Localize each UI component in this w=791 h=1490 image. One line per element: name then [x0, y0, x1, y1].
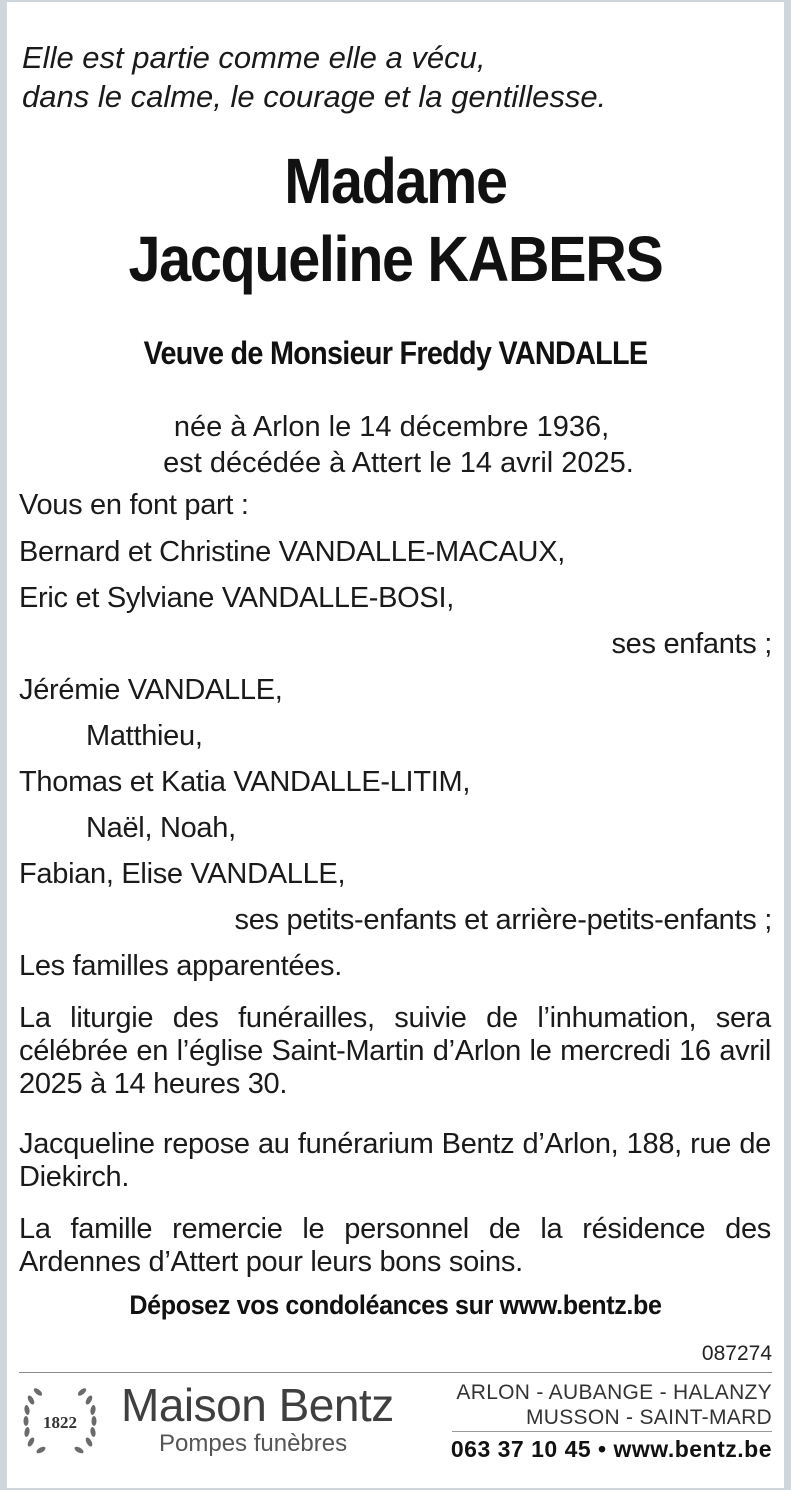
family-intro: Vous en font part : [19, 489, 249, 521]
grandchildren-label: ses petits-enfants et arrière-petits-enfants ; [234, 904, 772, 936]
locations-rule [452, 1431, 772, 1432]
birth-line: née à Arlon le 14 décembre 1936, [173, 411, 610, 443]
laurel-seal-icon [19, 1380, 101, 1462]
brand-subtitle: Pompes funèbres [159, 1430, 348, 1457]
grandchild-2: Thomas et Katia VANDALLE-LITIM, [19, 766, 471, 798]
repose-paragraph: Jacqueline repose au funérarium Bentz d’Arlon, 188, rue de Diekirch. [19, 1128, 771, 1193]
death-line: est décédée à Attert le 14 avril 2025. [163, 447, 634, 479]
opening-quote [22, 38, 762, 116]
child-2: Eric et Sylviane VANDALLE-BOSI, [19, 582, 454, 614]
condolences-line: Déposez vos condoléances sur www.bentz.be [129, 1290, 662, 1320]
quote-line-1: Elle est partie comme elle a vécu, [22, 40, 486, 75]
child-1: Bernard et Christine VANDALLE-MACAUX, [19, 536, 566, 568]
reference-number: 087274 [701, 1342, 772, 1365]
great-grandchild-2: Naël, Noah, [86, 812, 236, 844]
title-salutation: Madame [284, 145, 507, 217]
deceased-name: Jacqueline KABERS [128, 223, 663, 295]
locations [432, 1380, 772, 1430]
seal-year: 1822 [43, 1413, 77, 1432]
locations-line-2: MUSSON - SAINT-MARD [525, 1406, 772, 1429]
children-label: ses enfants ; [611, 628, 772, 660]
widow-of: Veuve de Monsieur Freddy VANDALLE [143, 335, 648, 371]
contact-line: 063 37 10 45 • www.bentz.be [450, 1436, 772, 1462]
great-grandchild-1: Matthieu, [86, 720, 203, 752]
thanks-paragraph: La famille remercie le personnel de la résidence des Ardennes d’Attert pour leurs bons soins. [19, 1213, 771, 1278]
relatives: Les familles apparentées. [19, 950, 342, 982]
quote-line-2: dans le calme, le courage et la gentillesse. [22, 79, 607, 114]
grandchild-3: Fabian, Elise VANDALLE, [19, 858, 346, 890]
brand-name: Maison Bentz [121, 1379, 394, 1431]
locations-line-1: ARLON - AUBANGE - HALANZY [456, 1381, 772, 1404]
liturgy-paragraph: La liturgie des funérailles, suivie de l’inhumation, sera célébrée en l’église Saint-Martin d’Arlon le mercredi 16 avril 2025 à 14 heures 30. [19, 1002, 771, 1100]
grandchild-1: Jérémie VANDALLE, [19, 674, 283, 706]
footer-divider [19, 1372, 772, 1373]
